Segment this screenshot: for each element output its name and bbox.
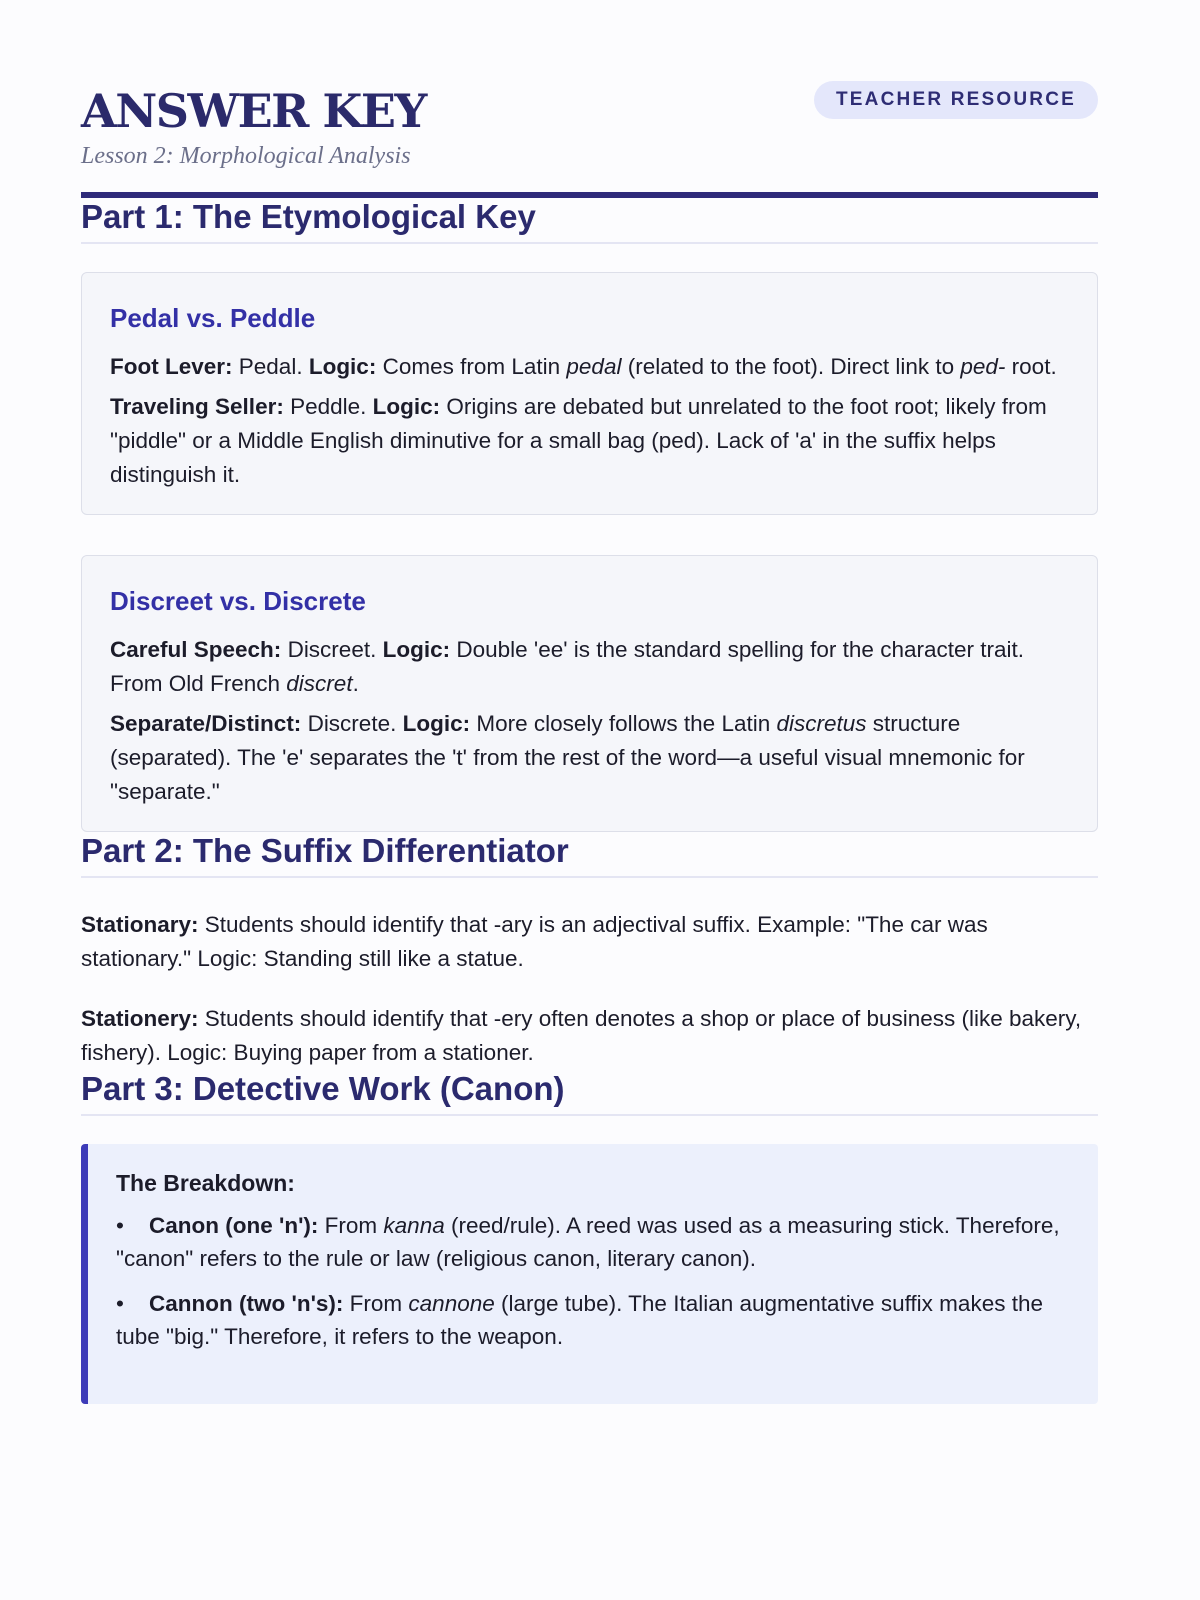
breakdown-callout (81, 1144, 1098, 1404)
discreet-discrete-card (81, 555, 1098, 832)
careful-speech-entry: Careful Speech: Discreet. Logic: Double 'ee' is the standard spelling for the character trait. From Old French discret. (110, 637, 1024, 696)
foot-lever-entry: Foot Lever: Pedal. Logic: Comes from Latin pedal (related to the foot). Direct link to ped- root. (110, 354, 1057, 379)
breakdown-title: The Breakdown: (116, 1170, 295, 1196)
page-title: ANSWER KEY (81, 84, 426, 138)
stationery-entry: Stationery: Students should identify that -ery often denotes a shop or place of business (like bakery, fishery). Logic: Buying paper from a stationer. (81, 1006, 1082, 1065)
cannon-bullet: • Cannon (two 'n's): From cannone (large tube). The Italian augmentative suffix makes the tube "big." Therefore, it refers to the weapon. (116, 1287, 1070, 1353)
separate-distinct-entry: Separate/Distinct: Discrete. Logic: More closely follows the Latin discretus structure (separated). The 'e' separates the 't' from the rest of the word—a useful visual mnemonic for "separate." (110, 711, 1025, 804)
part2-heading: Part 2: The Suffix Differentiator (81, 832, 1098, 878)
lesson-subtitle: Lesson 2: Morphological Analysis (81, 143, 411, 170)
stationary-entry: Stationary: Students should identify that -ary is an adjectival suffix. Example: "The car was stationary." Logic: Standing still like a statue. (81, 912, 988, 971)
part3-heading: Part 3: Detective Work (Canon) (81, 1070, 1098, 1116)
traveling-seller-entry: Traveling Seller: Peddle. Logic: Origins are debated but unrelated to the foot root; likely from "piddle" or a Middle English diminutive for a small bag (ped). Lack of 'a' in the suffix helps distinguish it. (110, 394, 1047, 487)
page-header (81, 0, 1098, 198)
card-title: Discreet vs. Discrete (110, 586, 366, 616)
part1-heading: Part 1: The Etymological Key (81, 198, 1098, 244)
teacher-resource-badge: TEACHER RESOURCE (814, 81, 1098, 119)
pedal-peddle-card (81, 272, 1098, 515)
bullet-icon: • (116, 1291, 124, 1316)
canon-bullet: • Canon (one 'n'): From kanna (reed/rule). A reed was used as a measuring stick. Therefore, "canon" refers to the rule or law (religious canon, literary canon). (116, 1209, 1070, 1275)
card-title: Pedal vs. Peddle (110, 303, 316, 333)
bullet-icon: • (116, 1213, 124, 1238)
